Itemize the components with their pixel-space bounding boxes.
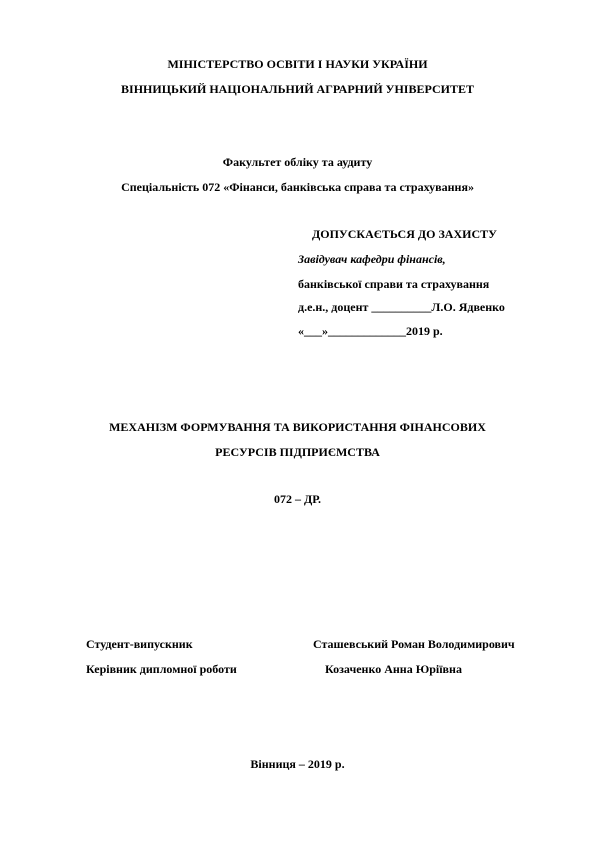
approval-heading: ДОПУСКАЄТЬСЯ ДО ЗАХИСТУ — [312, 227, 497, 241]
approval-date: «___»_____________2019 р. — [298, 324, 443, 338]
specialty-line: Спеціальність 072 «Фінанси, банківська справа та страхування» — [121, 180, 474, 194]
footer-city-year: Вінниця – 2019 р. — [250, 757, 345, 771]
thesis-title-line2: РЕСУРСІВ ПІДПРИЄМСТВА — [215, 445, 380, 459]
approval-department: банківської справи та страхування — [298, 277, 490, 291]
faculty-name: Факультет обліку та аудиту — [222, 155, 373, 169]
university-heading: ВІННИЦЬКИЙ НАЦІОНАЛЬНИЙ АГРАРНИЙ УНІВЕРСИТЕТ — [121, 82, 474, 96]
thesis-title-line1: МЕХАНІЗМ ФОРМУВАННЯ ТА ВИКОРИСТАННЯ ФІНАНСОВИХ — [109, 420, 486, 434]
document-code: 072 – ДР. — [273, 492, 322, 506]
approval-signatory: д.е.н., доцент __________Л.О. Ядвенко — [298, 300, 505, 314]
ministry-heading: МІНІСТЕРСТВО ОСВІТИ І НАУКИ УКРАЇНИ — [167, 57, 428, 71]
student-name: Сташевський Роман Володимирович — [313, 637, 515, 651]
supervisor-label: Керівник дипломної роботи — [86, 662, 237, 676]
approval-position: Завідувач кафедри фінансів, — [298, 252, 446, 266]
supervisor-name: Козаченко Анна Юріївна — [325, 662, 462, 676]
student-label: Студент-випускник — [86, 637, 193, 651]
